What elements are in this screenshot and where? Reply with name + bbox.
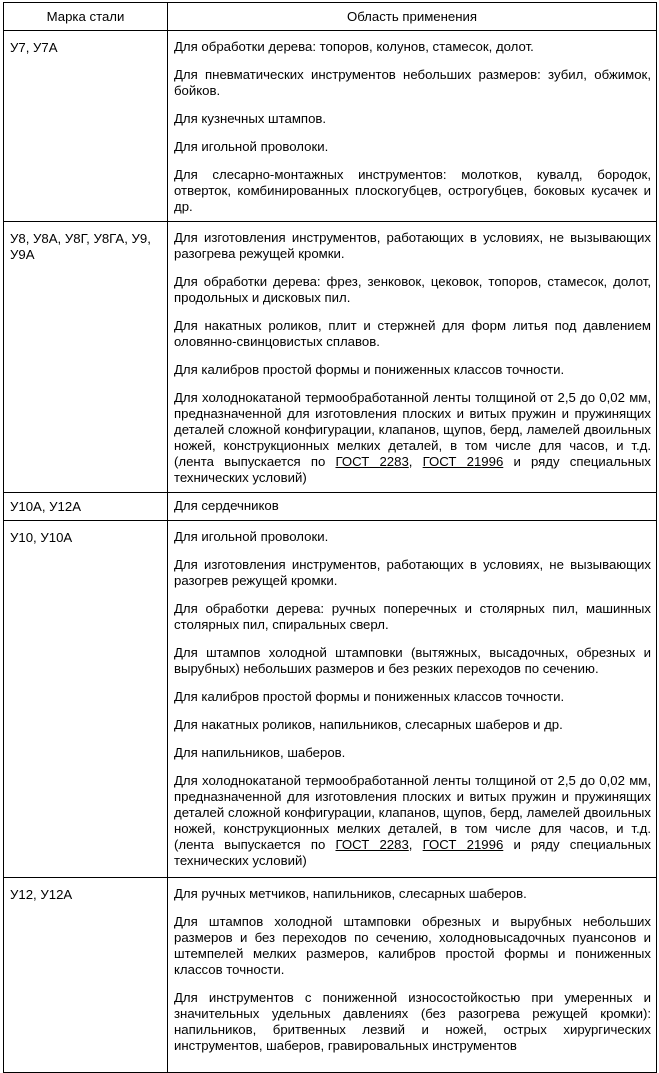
application-text-part: и ряду специальных технических условий) (174, 454, 652, 485)
application-text: Для инструментов с пониженной износостойкостью при умеренных и значительных удельных давлениях (без разогрева режущей кромки): напильников, бритвенных лезвий и ножей, острых хирургических инструментов, шаберов, гравировальных инструментов (174, 990, 651, 1053)
table-row (4, 521, 657, 878)
application-text: Для игольной проволоки. (174, 529, 329, 544)
application-text: Для слесарно-монтажных инструментов: молотков, кувалд, бородок, отверток, комбинированных плоскогубцев, острогубцев, боковых кусачек и др. (174, 167, 651, 214)
table-row (4, 878, 657, 1073)
header-application: Область применения (168, 3, 657, 31)
application-text: Для игольной проволоки. (174, 139, 329, 154)
application-text: Для обработки дерева: топоров, колунов, стамесок, долот. (174, 39, 534, 54)
application-text: Для накатных роликов, плит и стержней для форм литья под давлением оловянно-свинцовистых сплавов. (174, 318, 651, 349)
gost-2283-link[interactable]: ГОСТ 2283 (335, 837, 409, 852)
steel-grades-table (3, 2, 657, 1073)
table-row (4, 222, 657, 493)
application-cell (168, 493, 657, 521)
table-row (4, 493, 657, 521)
table-header-row (4, 3, 657, 31)
application-text: Для напильников, шаберов. (174, 745, 346, 760)
grade-cell: У12, У12А (4, 878, 168, 1073)
application-text: Для обработки дерева: фрез, зенковок, цековок, топоров, стамесок, долот, продольных и дисковых пил. (174, 274, 651, 305)
gost-21996-link[interactable]: ГОСТ 21996 (422, 454, 504, 469)
application-text: Для изготовления инструментов, работающих в условиях, не вызывающих разогрева режущей кромки. (174, 230, 651, 261)
grade-cell: У10, У10А (4, 521, 168, 878)
application-cell (168, 521, 657, 878)
grade-cell (4, 222, 168, 493)
application-cell (168, 878, 657, 1073)
application-text-part: и ряду специальных технических условий) (174, 837, 652, 868)
gost-21996-link[interactable]: ГОСТ 21996 (422, 837, 504, 852)
table-row (4, 31, 657, 222)
application-cell (168, 31, 657, 222)
application-text-part: Для холоднокатаной термообработанной ленты толщиной от 2,5 до 0,02 мм, предназначенной для изготовления плоских и витых пружин и пружинящих деталей сложной конфигурации, клапанов, щупов, берд, ламелей двоильных ножей, конструкционных мелких деталей, в том числе для часов, и т.д. (лента выпускается по (174, 773, 651, 852)
application-text: Для штампов холодной штамповки (вытяжных, высадочных, обрезных и вырубных) небольших размеров и без резких переходов по сечению. (174, 645, 651, 676)
application-text: Для сердечников (174, 498, 279, 513)
application-text: Для пневматических инструментов небольших размеров: зубил, обжимок, бойков. (174, 67, 651, 98)
header-grade: Марка стали (4, 3, 168, 31)
gost-2283-link[interactable]: ГОСТ 2283 (335, 454, 409, 469)
application-text (174, 390, 651, 486)
application-text: Для штампов холодной штамповки обрезных и вырубных небольших размеров и без переходов по сечению, холодновысадочных пуансонов и штемпелей мелких размеров, калибров простой формы и пониженных классов точности. (174, 914, 651, 977)
application-text: Для изготовления инструментов, работающих в условиях, не вызывающих разогрев режущей кромки. (174, 557, 651, 588)
application-text: Для калибров простой формы и пониженных классов точности. (174, 689, 565, 704)
application-text: Для кузнечных штампов. (174, 111, 327, 126)
grade-cell: У10А, У12А (4, 493, 168, 521)
grade-cell: У7, У7А (4, 31, 168, 222)
application-cell (168, 222, 657, 493)
application-text: Для накатных роликов, напильников, слесарных шаберов и др. (174, 717, 563, 732)
application-text (174, 773, 651, 869)
separator: , (408, 454, 423, 469)
grade-text: У8, У8А, У8Г, У8ГА, У9, У9А (10, 231, 151, 262)
application-text-part: Для холоднокатаной термообработанной ленты толщиной от 2,5 до 0,02 мм, предназначенной для изготовления плоских и витых пружин и пружинящих деталей сложной конфигурации, клапанов, щупов, берд, ламелей двоильных ножей, конструкционных мелких деталей, в том числе для часов, и т.д. (лента выпускается по (174, 390, 651, 469)
application-text: Для калибров простой формы и пониженных классов точности. (174, 362, 565, 377)
separator: , (408, 837, 423, 852)
application-text: Для обработки дерева: ручных поперечных и столярных пил, машинных столярных пил, спиральных сверл. (174, 601, 651, 632)
application-text: Для ручных метчиков, напильников, слесарных шаберов. (174, 886, 527, 901)
